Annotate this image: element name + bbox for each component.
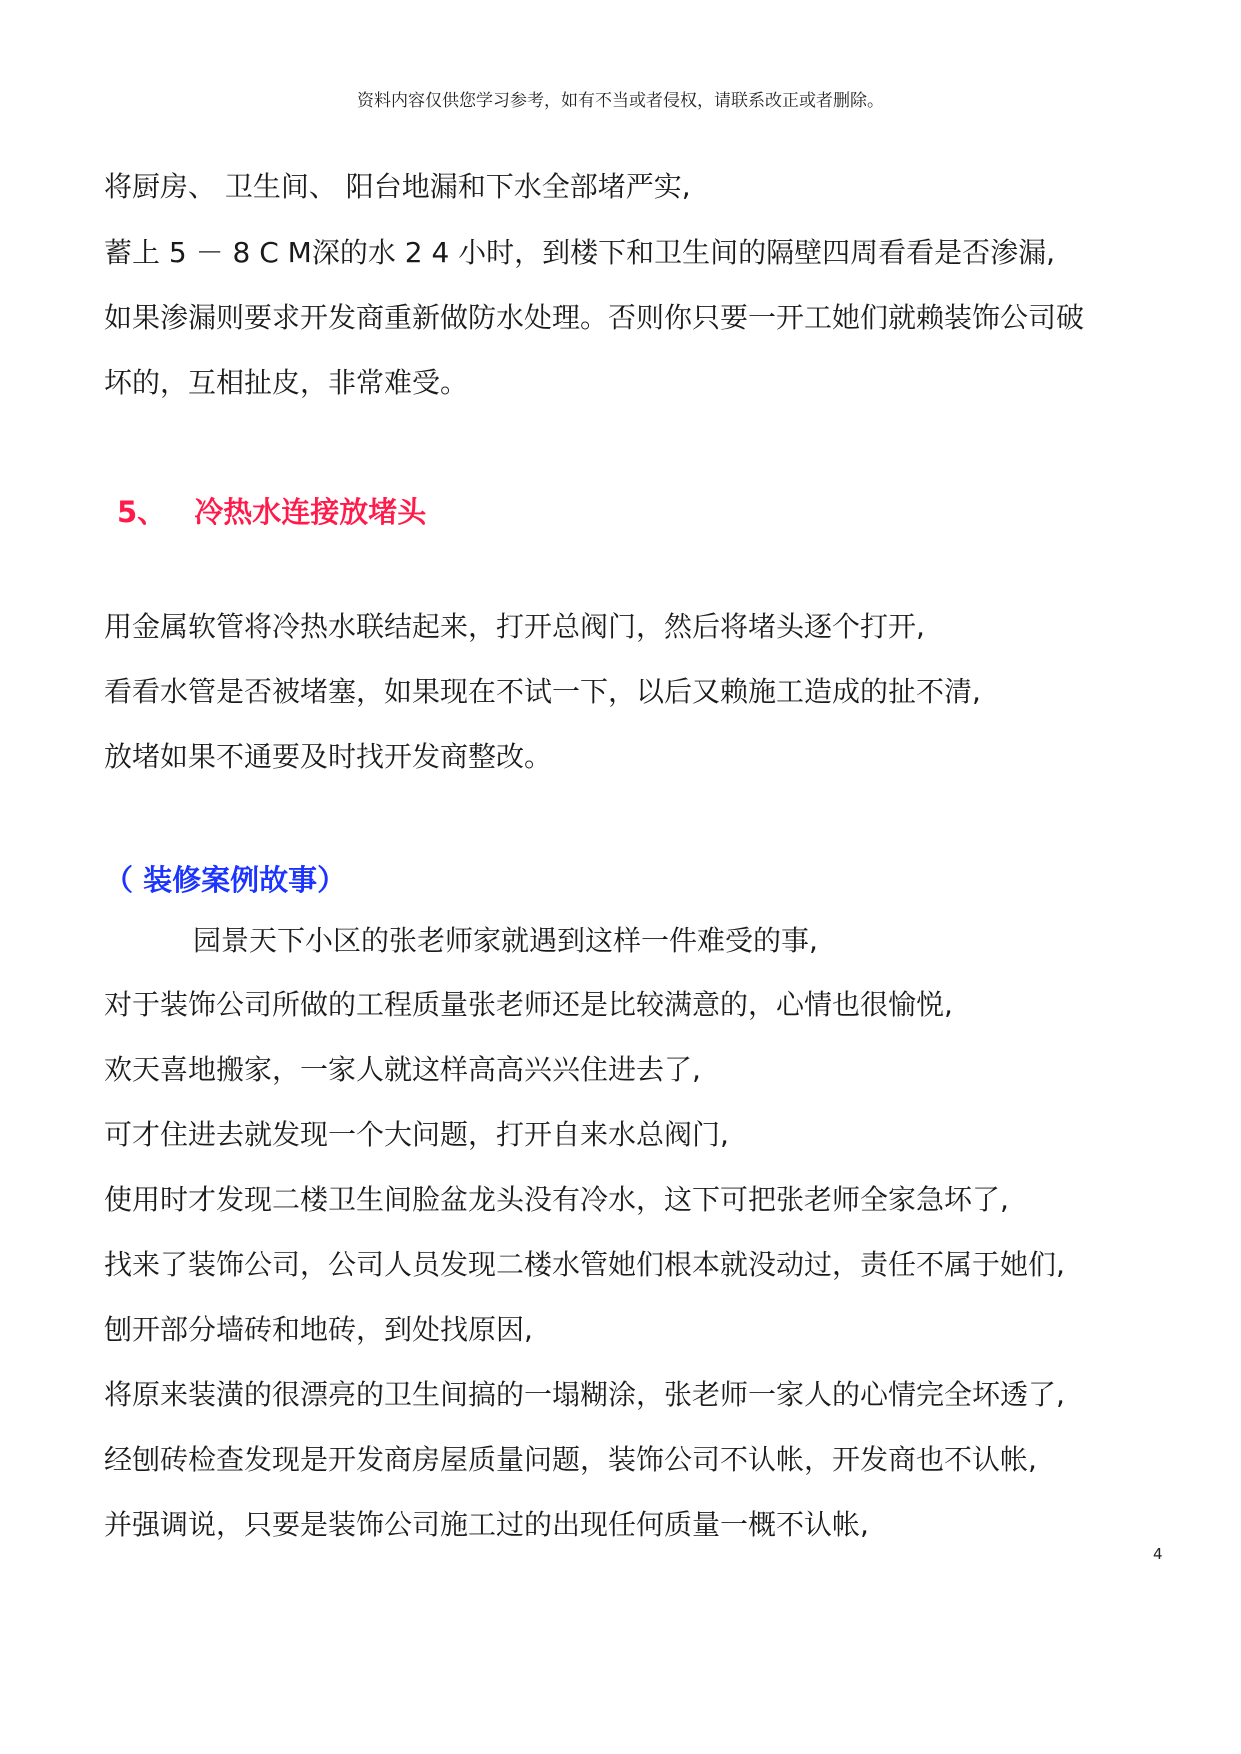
intro-line-3: 如果渗漏则要求开发商重新做防水处理。否则你只要一开工她们就赖装饰公司破 — [104, 301, 1085, 334]
case-story-heading: （ 装修案例故事） — [104, 863, 347, 897]
case-story-line-5: 找来了装饰公司，公司人员发现二楼水管她们根本就没动过，责任不属于她们, — [104, 1248, 1065, 1281]
section-5-line-1: 用金属软管将冷热水联结起来，打开总阀门，然后将堵头逐个打开, — [104, 610, 925, 643]
intro-line-1: 将厨房、 卫生间、 阳台地漏和下水全部堵严实, — [104, 170, 691, 203]
case-story-first-line: 园景天下小区的张老师家就遇到这样一件难受的事, — [193, 924, 818, 957]
case-story-line-4: 使用时才发现二楼卫生间脸盆龙头没有冷水，这下可把张老师全家急坏了, — [104, 1183, 1009, 1216]
case-story-line-9: 并强调说，只要是装饰公司施工过的出现任何质量一概不认帐, — [104, 1508, 869, 1541]
case-story-line-3: 可才住进去就发现一个大问题，打开自来水总阀门, — [104, 1118, 729, 1151]
case-story-line-8: 经刨砖检查发现是开发商房屋质量问题，装饰公司不认帐，开发商也不认帐, — [104, 1443, 1037, 1476]
case-story-line-1: 对于装饰公司所做的工程质量张老师还是比较满意的，心情也很愉悦, — [104, 988, 953, 1021]
case-story-line-2: 欢天喜地搬家，一家人就这样高高兴兴住进去了, — [104, 1053, 701, 1086]
intro-line-4: 坏的，互相扯皮，非常难受。 — [104, 366, 469, 399]
section-5-line-3: 放堵如果不通要及时找开发商整改。 — [104, 740, 553, 773]
intro-line-2: 蓄上 5 － 8 C M深的水 2 4 小时，到楼下和卫生间的隔壁四周看看是否渗漏, — [104, 236, 1056, 269]
section-5-title: 冷热水连接放堵头 — [194, 495, 427, 529]
case-story-line-7: 将原来装潢的很漂亮的卫生间搞的一塌糊涂，张老师一家人的心情完全坏透了, — [104, 1378, 1065, 1411]
page-number: 4 — [1153, 1545, 1163, 1563]
section-5-line-2: 看看水管是否被堵塞，如果现在不试一下，以后又赖施工造成的扯不清, — [104, 675, 981, 708]
page-header-notice: 资料内容仅供您学习参考，如有不当或者侵权，请联系改正或者删除。 — [357, 91, 884, 111]
section-5-number: 5、 — [117, 495, 167, 529]
section-5-heading — [117, 490, 426, 531]
case-story-line-6: 刨开部分墙砖和地砖，到处找原因, — [104, 1313, 533, 1346]
